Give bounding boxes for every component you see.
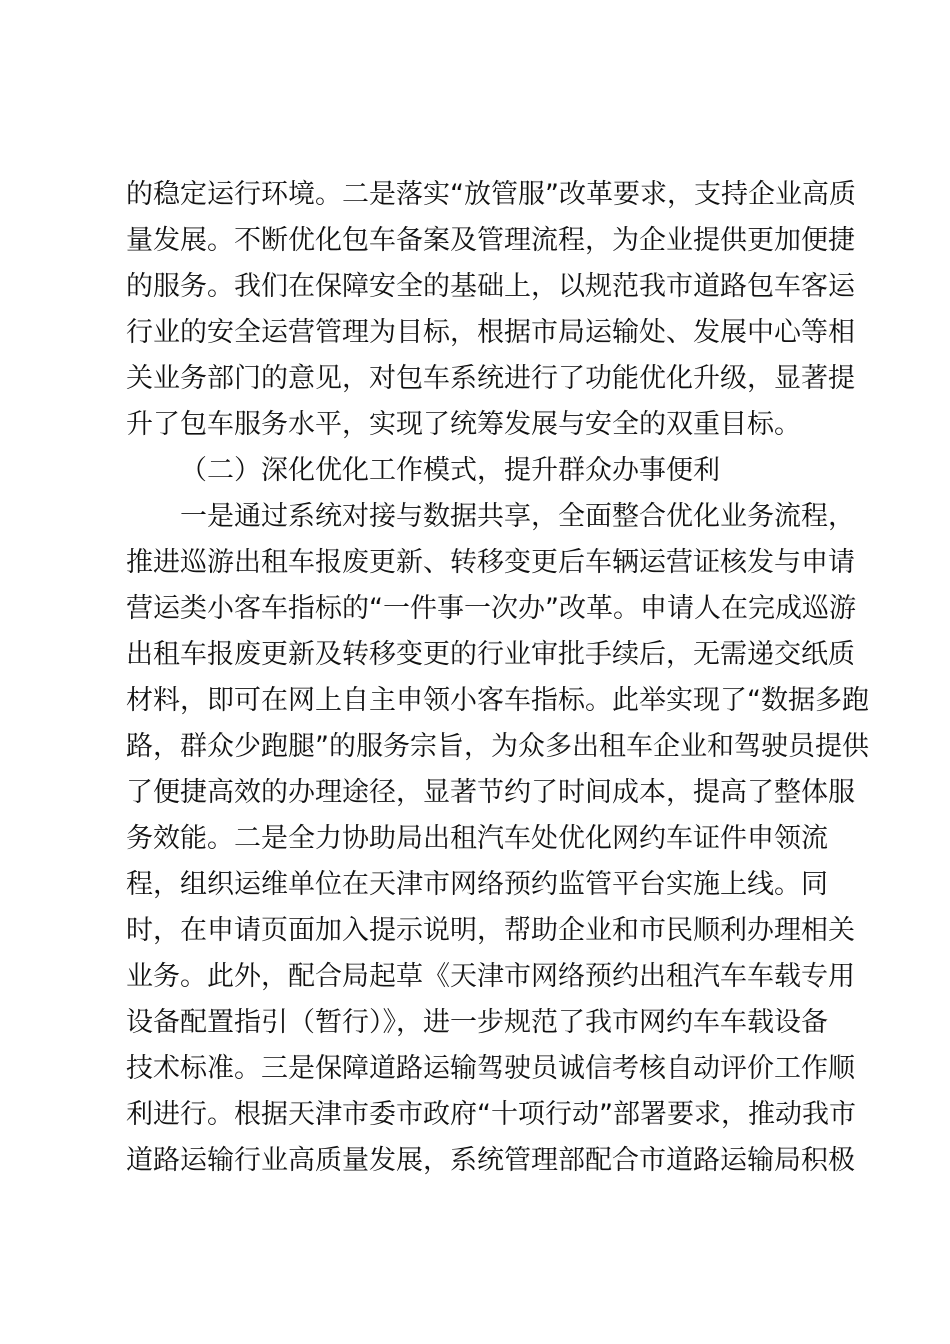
text-line: 营运类小客车指标的“一件事一次办”改革。申请人在完成巡游 bbox=[126, 593, 856, 624]
text-line: 升了包车服务水平，实现了统筹发展与安全的双重目标。 bbox=[126, 409, 801, 440]
section-heading: （二）深化优化工作模式，提升群众办事便利 bbox=[180, 455, 720, 486]
text-line: 设备配置指引（暂行）》，进一步规范了我市网约车车载设备 bbox=[126, 1007, 828, 1038]
text-line: 的稳定运行环境。二是落实“放管服”改革要求，支持企业高质 bbox=[126, 179, 856, 210]
text-line: 利进行。根据天津市委市政府“十项行动”部署要求，推动我市 bbox=[126, 1099, 856, 1130]
text-line: 技术标准。三是保障道路运输驾驶员诚信考核自动评价工作顺 bbox=[126, 1053, 855, 1084]
text-line: 路，群众少跑腿”的服务宗旨，为众多出租车企业和驾驶员提供 bbox=[126, 731, 869, 762]
text-line: 务效能。二是全力协助局出租汽车处优化网约车证件申领流 bbox=[126, 823, 828, 854]
text-line: 一是通过系统对接与数据共享，全面整合优化业务流程， bbox=[180, 501, 855, 532]
text-line: 量发展。不断优化包车备案及管理流程，为企业提供更加便捷 bbox=[126, 225, 855, 256]
text-line: 道路运输行业高质量发展，系统管理部配合市道路运输局积极 bbox=[126, 1145, 855, 1176]
text-line: 了便捷高效的办理途径，显著节约了时间成本，提高了整体服 bbox=[126, 777, 855, 808]
text-line: 关业务部门的意见，对包车系统进行了功能优化升级，显著提 bbox=[126, 363, 855, 394]
text-line: 程，组织运维单位在天津市网络预约监管平台实施上线。同 bbox=[126, 869, 828, 900]
text-line: 材料，即可在网上自主申领小客车指标。此举实现了“数据多跑 bbox=[126, 685, 869, 716]
text-line: 出租车报废更新及转移变更的行业审批手续后，无需递交纸质 bbox=[126, 639, 855, 670]
text-line: 业务。此外，配合局起草《天津市网络预约出租汽车车载专用 bbox=[126, 961, 855, 992]
text-line: 时，在申请页面加入提示说明，帮助企业和市民顺利办理相关 bbox=[126, 915, 855, 946]
text-line: 行业的安全运营管理为目标，根据市局运输处、发展中心等相 bbox=[126, 317, 855, 348]
text-line: 的服务。我们在保障安全的基础上，以规范我市道路包车客运 bbox=[126, 271, 855, 302]
body-text bbox=[126, 172, 869, 1184]
text-line: 推进巡游出租车报废更新、转移变更后车辆运营证核发与申请 bbox=[126, 547, 855, 578]
